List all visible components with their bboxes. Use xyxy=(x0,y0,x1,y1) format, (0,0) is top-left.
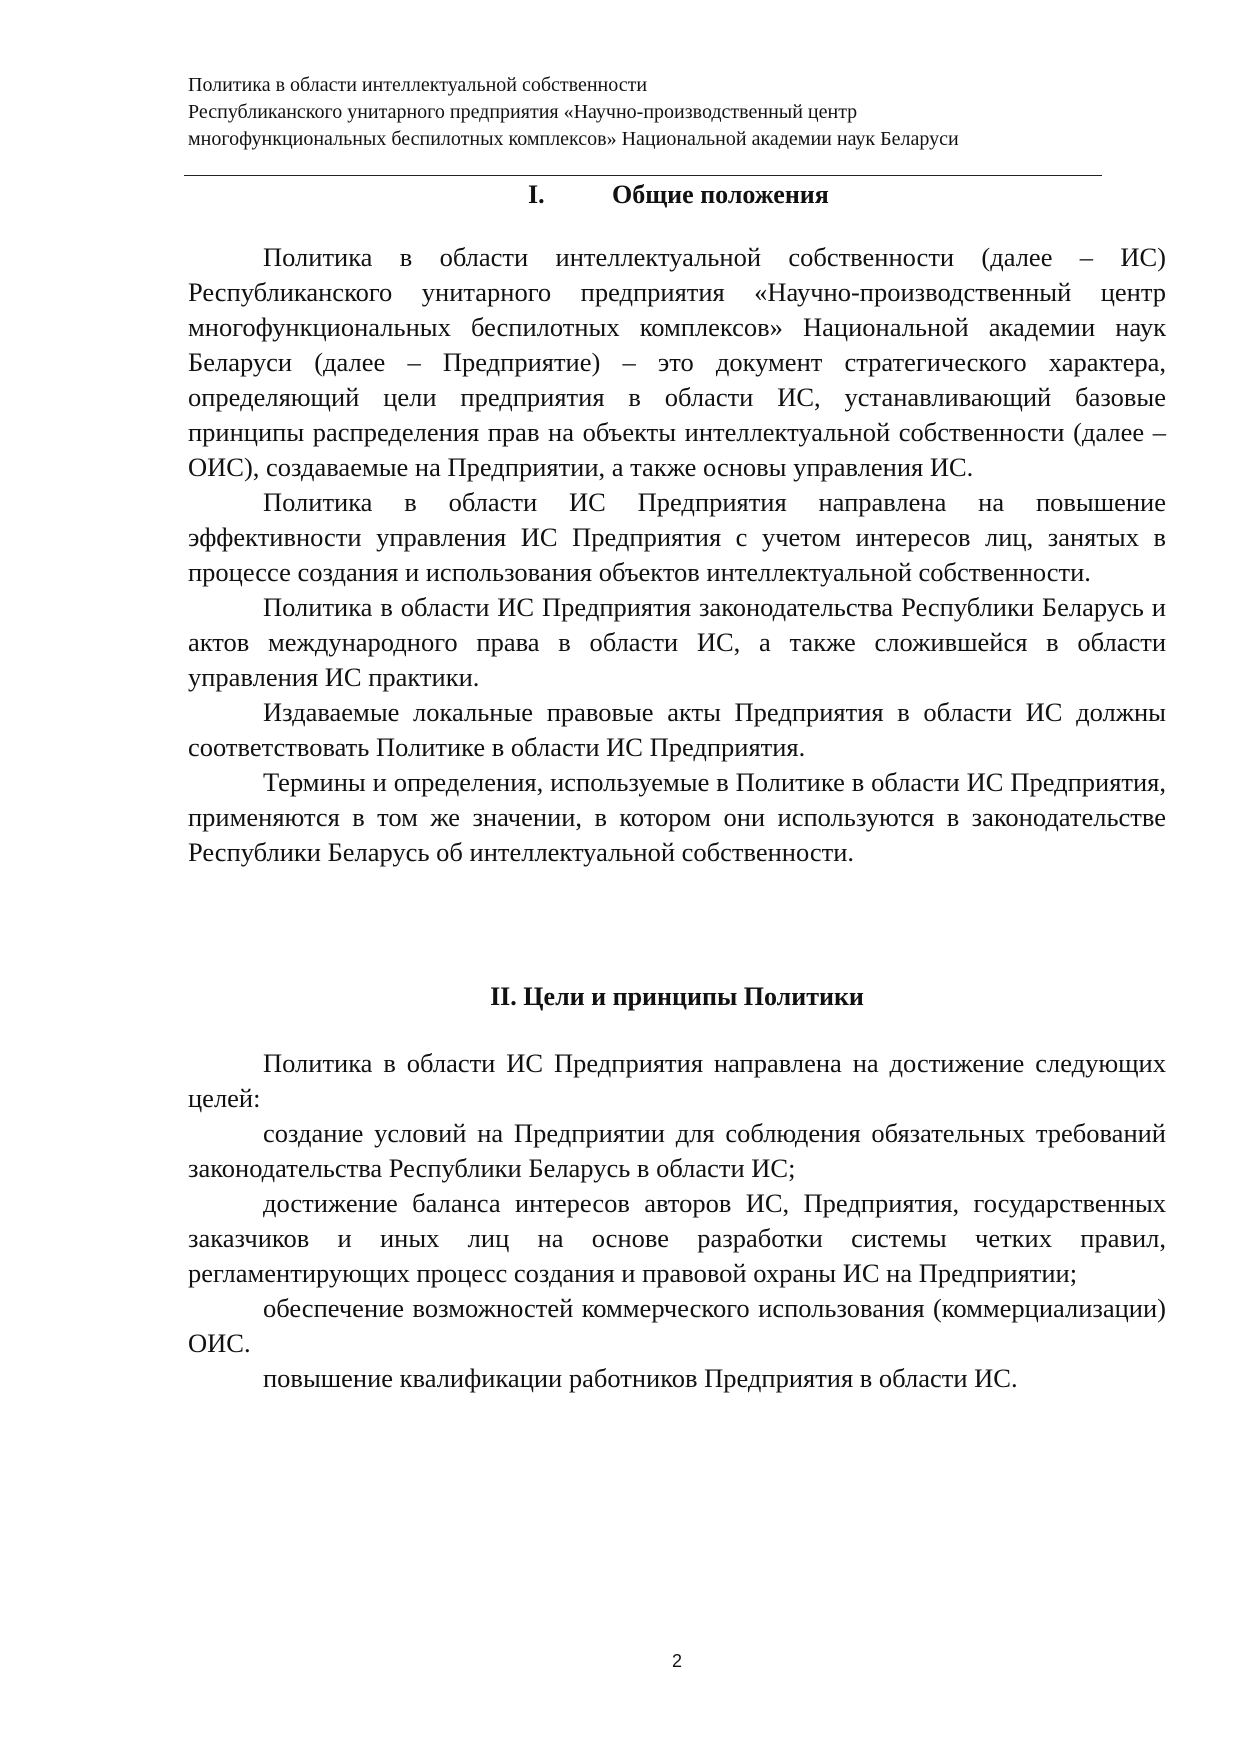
section-2-paragraph: Политика в области ИС Предприятия направлена на достижение следующих целей: xyxy=(188,1048,1166,1113)
section-1-paragraph: Издаваемые локальные правовые акты Предприятия в области ИС должны соответствовать Политике в области ИС Предприятия. xyxy=(188,697,1166,762)
header-line-1: Политика в области интеллектуальной собственности xyxy=(188,74,648,96)
page-number: 2 xyxy=(671,1651,682,1671)
section-2-list-item: повышение квалификации работников Предприятия в области ИС. xyxy=(263,1363,1018,1393)
header-line-3: многофункциональных беспилотных комплексов» Национальной академии наук Беларуси xyxy=(188,128,959,150)
section-1-number: I. xyxy=(528,180,545,209)
running-header xyxy=(188,72,1098,153)
section-2-title: II. Цели и принципы Политики xyxy=(490,982,864,1011)
header-divider xyxy=(184,175,1102,176)
section-1-paragraph: Термины и определения, используемые в Политике в области ИС Предприятия, применяются в том же значении, в котором они используются в законодательстве Республики Беларусь об интеллектуальной собственности. xyxy=(188,767,1166,867)
section-1-paragraph: Политика в области ИС Предприятия законодательства Республики Беларусь и актов международного права в области ИС, а также сложившейся в области управления ИС практики. xyxy=(188,592,1166,692)
section-2-list-item: создание условий на Предприятии для соблюдения обязательных требований законодательства Республики Беларусь в области ИС; xyxy=(188,1118,1166,1183)
section-1-body xyxy=(188,240,1166,870)
section-2-list-item: достижение баланса интересов авторов ИС, Предприятия, государственных заказчиков и иных лиц на основе разработки системы четких правил, регламентирующих процесс создания и правовой охраны ИС на Предприятии; xyxy=(188,1188,1166,1288)
section-2-list-item: обеспечение возможностей коммерческого использования (коммерциализации) ОИС. xyxy=(188,1293,1166,1358)
section-2-body xyxy=(188,1046,1166,1396)
section-1-paragraph: Политика в области ИС Предприятия направлена на повышение эффективности управления ИС Предприятия с учетом интересов лиц, занятых в процессе создания и использования объектов интеллектуальной собственности. xyxy=(188,487,1166,587)
section-1-title: Общие положения xyxy=(612,180,829,209)
section-1-paragraph: Политика в области интеллектуальной собственности (далее – ИС) Республиканского унитарного предприятия «Научно-производственный центр многофункциональных беспилотных комплексов» Национальной академии наук Беларуси (далее – Предприятие) – это документ стратегического характера, определяющий цели предприятия в области ИС, устанавливающий базовые принципы распределения прав на объекты интеллектуальной собственности (далее – ОИС), создаваемые на Предприятии, а также основы управления ИС. xyxy=(188,242,1166,482)
header-line-2: Республиканского унитарного предприятия «Научно-производственный центр xyxy=(188,101,858,123)
